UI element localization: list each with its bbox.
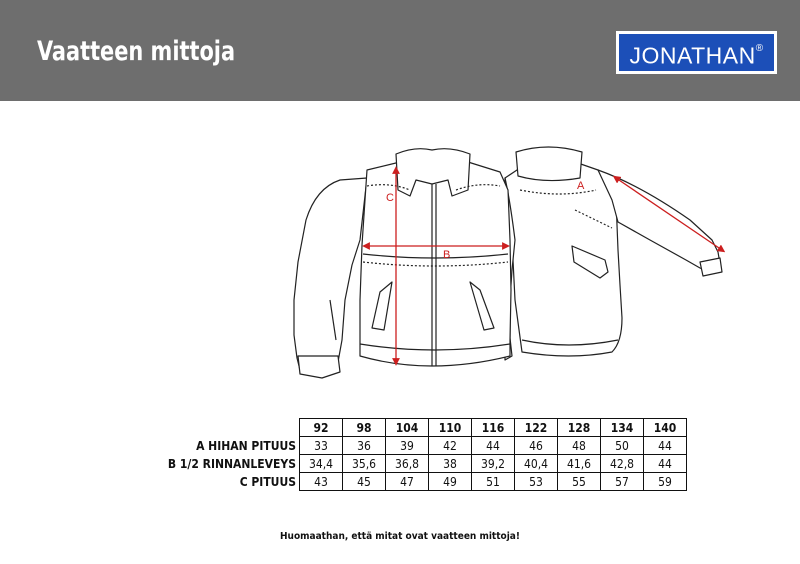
- table-cell: 42,8: [601, 455, 644, 473]
- table-cell: 34,4: [300, 455, 343, 473]
- brand-logo: [616, 31, 777, 74]
- size-122: 122: [515, 419, 558, 437]
- table-cell: 39: [386, 437, 429, 455]
- table-cell: 41,6: [558, 455, 601, 473]
- table-cell: 48: [558, 437, 601, 455]
- registered-mark: ®: [755, 43, 764, 54]
- table-cell: 38: [429, 455, 472, 473]
- row-label: C PITUUS: [239, 474, 296, 489]
- label-b: B: [443, 249, 451, 261]
- header-bar: [0, 0, 800, 101]
- table-cell: 36: [343, 437, 386, 455]
- table-cell: 45: [343, 473, 386, 491]
- size-104: 104: [386, 419, 429, 437]
- label-a: A: [577, 180, 585, 192]
- label-c: C: [386, 192, 394, 204]
- table-cell: 57: [601, 473, 644, 491]
- table-cell: 59: [644, 473, 687, 491]
- table-cell: 43: [300, 473, 343, 491]
- table-cell: 44: [644, 437, 687, 455]
- table-cell: 49: [429, 473, 472, 491]
- size-110: 110: [429, 419, 472, 437]
- row-label: B 1/2 RINNANLEVEYS: [167, 456, 296, 471]
- table-cell: 36,8: [386, 455, 429, 473]
- table-cell: 46: [515, 437, 558, 455]
- size-116: 116: [472, 419, 515, 437]
- table-row-sleeve-length: [160, 437, 687, 455]
- row-label: A HIHAN PITUUS: [196, 438, 296, 453]
- size-header-row: [160, 419, 687, 437]
- size-92: 92: [300, 419, 343, 437]
- table-cell: 44: [472, 437, 515, 455]
- table-cell: 51: [472, 473, 515, 491]
- table-cell: 53: [515, 473, 558, 491]
- jacket-back-view: [505, 147, 722, 356]
- size-98: 98: [343, 419, 386, 437]
- measurement-note: Huomaathan, että mitat ovat vaatteen mittoja!: [280, 531, 520, 542]
- table-cell: 55: [558, 473, 601, 491]
- table-cell: 47: [386, 473, 429, 491]
- size-134: 134: [601, 419, 644, 437]
- table-corner: [160, 419, 300, 437]
- size-table: [160, 418, 687, 491]
- jacket-measurement-diagram: [280, 140, 740, 380]
- jacket-front-view: [294, 149, 515, 378]
- table-cell: 50: [601, 437, 644, 455]
- table-cell: 44: [644, 455, 687, 473]
- brand-name: JONATHAN: [629, 42, 756, 69]
- page-title: Vaatteen mittoja: [37, 36, 236, 67]
- size-140: 140: [644, 419, 687, 437]
- back-body: [505, 161, 622, 356]
- left-cuff: [298, 356, 340, 378]
- back-collar: [516, 147, 582, 181]
- table-cell: 40,4: [515, 455, 558, 473]
- table-row-half-chest-width: [160, 455, 687, 473]
- size-128: 128: [558, 419, 601, 437]
- brand-logo-badge: [619, 34, 774, 71]
- table-cell: 39,2: [472, 455, 515, 473]
- table-row-length: [160, 473, 687, 491]
- table-cell: 42: [429, 437, 472, 455]
- table-cell: 33: [300, 437, 343, 455]
- left-sleeve: [294, 178, 367, 372]
- table-cell: 35,6: [343, 455, 386, 473]
